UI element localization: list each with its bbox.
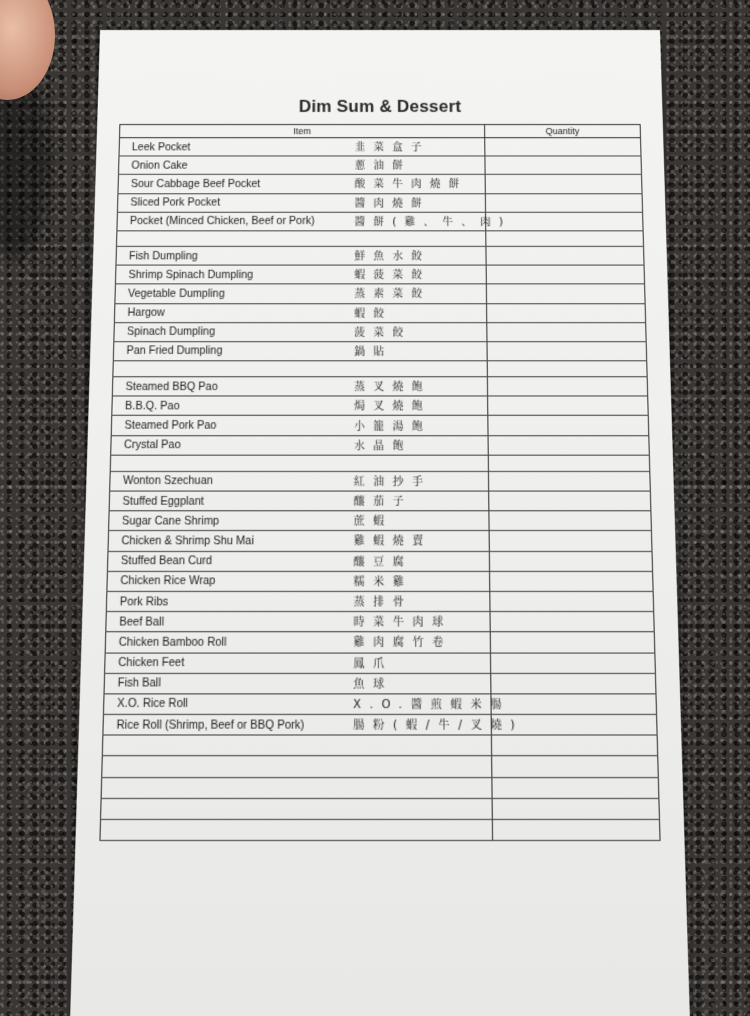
quantity-cell[interactable] <box>489 531 652 551</box>
menu-item-row <box>112 377 647 396</box>
blank-item-cell[interactable] <box>102 756 492 777</box>
item-cell <box>118 175 485 194</box>
item-chinese-name: 魚球 <box>353 677 393 691</box>
quantity-cell[interactable] <box>487 303 646 322</box>
item-names <box>104 694 511 714</box>
item-names <box>114 342 487 360</box>
item-names <box>109 531 489 550</box>
item-cell <box>109 511 490 531</box>
menu-item-row <box>115 284 645 303</box>
item-cell <box>105 632 490 652</box>
item-chinese-name: 蔥油餅 <box>354 159 411 173</box>
menu-item-row <box>107 571 653 591</box>
blank-quantity-cell[interactable] <box>492 756 659 777</box>
item-chinese-name: 釀茄子 <box>353 494 413 509</box>
item-english-name: Pork Ribs <box>119 594 169 609</box>
item-cell <box>112 377 487 396</box>
item-english-name: Stuffed Eggplant <box>122 494 205 508</box>
item-cell <box>111 435 489 455</box>
item-english-name: Fish Ball <box>117 676 161 691</box>
header-row <box>120 125 641 138</box>
quantity-cell[interactable] <box>490 571 654 591</box>
item-cell <box>112 396 488 416</box>
quantity-cell[interactable] <box>490 632 655 652</box>
blank-item-cell[interactable] <box>101 777 492 798</box>
item-english-name: Chicken Feet <box>118 656 185 670</box>
item-english-name: Shrimp Spinach Dumpling <box>128 268 254 281</box>
item-cell <box>116 246 486 265</box>
item-names <box>117 213 512 231</box>
menu-item-row <box>111 416 649 436</box>
menu-item-row <box>119 138 641 156</box>
item-cell <box>107 571 490 591</box>
menu-item-row <box>118 156 641 175</box>
quantity-cell[interactable] <box>487 377 647 396</box>
item-english-name: B.B.Q. Pao <box>124 399 180 413</box>
menu-item-row <box>103 694 656 715</box>
item-names <box>110 492 489 511</box>
item-chinese-name: 醬肉燒餅 <box>354 197 430 210</box>
item-chinese-name: 時菜牛肉球 <box>353 615 452 630</box>
item-cell <box>103 694 511 715</box>
item-names <box>108 552 489 571</box>
item-cell <box>107 551 489 571</box>
item-names <box>105 653 490 672</box>
item-cell <box>106 591 490 611</box>
menu-item-row <box>112 396 648 416</box>
item-names <box>107 572 489 591</box>
quantity-cell[interactable] <box>485 193 642 212</box>
item-chinese-name: 蝦餃 <box>354 307 393 320</box>
order-sheet <box>70 30 690 1016</box>
item-chinese-name: 蒸素菜餃 <box>354 287 431 301</box>
item-cell <box>106 612 490 632</box>
quantity-column-header: Quantity <box>485 125 641 138</box>
blank-write-in-row <box>102 756 659 777</box>
quantity-cell[interactable] <box>486 265 644 284</box>
item-cell <box>114 303 486 322</box>
item-chinese-name: 蒸排骨 <box>353 595 413 609</box>
menu-item-row <box>108 531 652 551</box>
item-names <box>115 304 486 322</box>
menu-item-row <box>118 175 642 194</box>
item-cell <box>109 491 489 511</box>
quantity-cell[interactable] <box>488 416 649 436</box>
blank-quantity-cell[interactable] <box>486 231 644 247</box>
item-names <box>105 674 491 694</box>
item-names <box>120 138 485 155</box>
quantity-cell[interactable] <box>485 175 642 194</box>
order-table <box>99 124 660 841</box>
item-chinese-name: 釀豆腐 <box>353 554 413 569</box>
item-cell <box>115 265 486 284</box>
item-cell <box>108 531 489 551</box>
item-chinese-name: 小籠湯飽 <box>353 419 432 433</box>
item-chinese-name: 紅油抄手 <box>353 475 432 489</box>
item-english-name: Wonton Szechuan <box>122 474 213 488</box>
item-cell <box>117 193 485 212</box>
item-chinese-name: X.O.醬煎蝦米腸 <box>353 697 511 712</box>
menu-item-row <box>103 714 657 735</box>
quantity-cell[interactable] <box>485 156 642 175</box>
quantity-cell[interactable] <box>485 138 641 156</box>
item-chinese-name: 雞肉腐竹卷 <box>353 636 453 650</box>
item-names <box>109 512 488 531</box>
item-english-name: Sour Cabbage Beef Pocket <box>130 177 261 191</box>
menu-item-row <box>110 471 651 491</box>
item-names <box>116 247 485 265</box>
quantity-cell[interactable] <box>488 396 649 416</box>
item-chinese-name: 鳳爪 <box>353 656 393 671</box>
item-names <box>106 633 490 652</box>
blank-item-cell[interactable] <box>102 735 491 756</box>
quantity-cell[interactable] <box>486 246 644 265</box>
blank-write-in-row <box>101 777 659 798</box>
blank-quantity-cell[interactable] <box>491 735 657 756</box>
menu-item-row <box>117 212 643 231</box>
finger <box>0 0 55 100</box>
item-chinese-name: 糯米雞 <box>353 575 413 589</box>
item-names <box>107 592 490 611</box>
item-names <box>114 323 486 341</box>
item-chinese-name: 腸粉(蝦/牛/叉燒) <box>353 718 524 733</box>
item-names <box>115 285 486 303</box>
item-english-name: Crystal Pao <box>123 438 181 452</box>
item-names <box>119 157 485 175</box>
item-names <box>106 612 489 631</box>
item-cell <box>119 138 485 156</box>
quantity-cell[interactable] <box>491 673 656 694</box>
menu-item-row <box>114 322 646 341</box>
item-column-header: Item <box>120 125 485 138</box>
menu-item-row <box>109 511 652 531</box>
item-english-name: Chicken Rice Wrap <box>120 574 216 588</box>
item-english-name: Rice Roll (Shrimp, Beef or BBQ Pork) <box>116 717 305 732</box>
item-english-name: Chicken & Shrimp Shu Mai <box>121 534 254 548</box>
blank-item-cell <box>116 231 485 247</box>
menu-item-row <box>109 491 651 511</box>
item-chinese-name: 菠菜餃 <box>354 326 412 339</box>
item-english-name: Pocket (Minced Chicken, Beef or Pork) <box>129 215 315 228</box>
item-cell <box>105 653 491 674</box>
item-cell <box>103 714 524 735</box>
quantity-cell[interactable] <box>491 694 657 715</box>
blank-item-cell <box>110 455 488 471</box>
item-english-name: Steamed BBQ Pao <box>125 380 218 393</box>
item-english-name: Hargow <box>127 306 165 320</box>
item-english-name: X.O. Rice Roll <box>116 697 189 711</box>
item-names <box>103 715 524 735</box>
quantity-cell[interactable] <box>490 591 654 611</box>
blank-write-in-row <box>100 819 660 840</box>
item-names <box>118 175 484 193</box>
item-chinese-name: 醬餅(雞、牛、肉) <box>354 215 512 229</box>
item-names <box>118 194 485 212</box>
sheet-title: Dim Sum & Dessert <box>298 96 462 116</box>
quantity-cell[interactable] <box>490 612 654 632</box>
blank-quantity-cell[interactable] <box>492 819 660 840</box>
item-english-name: Chicken Bamboo Roll <box>118 635 227 650</box>
item-english-name: Leek Pocket <box>131 140 191 154</box>
item-english-name: Vegetable Dumpling <box>127 287 225 300</box>
item-names <box>113 377 487 395</box>
item-names <box>116 266 486 284</box>
item-english-name: Sugar Cane Shrimp <box>121 514 220 528</box>
quantity-cell[interactable] <box>489 491 651 511</box>
item-english-name: Stuffed Bean Curd <box>120 554 213 568</box>
item-names <box>110 472 488 491</box>
item-chinese-name: 蝦菠菜餃 <box>354 268 431 282</box>
menu-item-row <box>104 673 656 694</box>
quantity-cell[interactable] <box>487 342 647 361</box>
item-cell <box>118 156 485 175</box>
menu-item-row <box>111 435 650 455</box>
menu-item-row <box>105 632 655 652</box>
item-names <box>112 397 487 415</box>
menu-item-row <box>116 246 644 265</box>
item-cell <box>115 284 487 303</box>
item-cell <box>110 471 489 491</box>
menu-item-row <box>105 653 656 674</box>
blank-quantity-cell[interactable] <box>492 798 659 819</box>
quantity-cell[interactable] <box>487 322 646 341</box>
item-cell <box>117 212 512 231</box>
item-chinese-name: 蒸叉燒飽 <box>354 380 431 394</box>
item-cell <box>113 342 487 361</box>
item-english-name: Pan Fried Dumpling <box>126 344 223 358</box>
blank-quantity-cell[interactable] <box>492 777 659 798</box>
menu-item-row <box>107 551 652 571</box>
menu-item-row <box>115 265 644 284</box>
item-english-name: Fish Dumpling <box>128 249 198 262</box>
menu-item-row <box>106 591 653 611</box>
blank-item-cell <box>113 361 488 377</box>
group-separator-row <box>113 361 647 377</box>
menu-item-row <box>113 342 646 361</box>
order-table-body <box>100 138 660 841</box>
item-english-name: Onion Cake <box>131 159 188 172</box>
quantity-cell[interactable] <box>490 653 655 674</box>
item-cell <box>104 673 491 694</box>
item-chinese-name: 酸菜牛肉燒餅 <box>354 178 468 191</box>
blank-write-in-row <box>102 735 657 756</box>
group-separator-row <box>116 231 643 247</box>
quantity-cell[interactable] <box>488 471 650 491</box>
quantity-cell[interactable] <box>489 511 652 531</box>
menu-item-row <box>117 193 642 212</box>
blank-write-in-row <box>101 798 660 819</box>
item-english-name: Steamed Pork Pao <box>124 419 217 432</box>
item-chinese-name: 鮮魚水餃 <box>354 250 431 263</box>
blank-item-cell[interactable] <box>100 819 493 840</box>
item-cell <box>111 416 488 436</box>
blank-quantity-cell[interactable] <box>487 361 647 377</box>
item-cell <box>114 322 487 341</box>
item-chinese-name: 韭菜盒子 <box>354 141 430 154</box>
item-chinese-name: 雞蝦燒賣 <box>353 534 432 549</box>
quantity-cell[interactable] <box>488 435 649 455</box>
blank-quantity-cell[interactable] <box>488 455 650 471</box>
item-english-name: Beef Ball <box>119 615 165 629</box>
item-english-name: Spinach Dumpling <box>126 325 216 339</box>
menu-item-row <box>114 303 645 322</box>
item-chinese-name: 水晶飽 <box>353 439 412 453</box>
item-chinese-name: 蔗蝦 <box>353 514 393 529</box>
item-names <box>111 436 488 455</box>
blank-item-cell[interactable] <box>101 798 493 819</box>
item-chinese-name: 焗叉燒飽 <box>353 400 432 413</box>
item-english-name: Sliced Pork Pocket <box>130 196 221 209</box>
item-names <box>112 416 488 435</box>
menu-item-row <box>106 612 655 632</box>
item-chinese-name: 鍋貼 <box>354 345 393 359</box>
quantity-cell[interactable] <box>486 284 645 303</box>
group-separator-row <box>110 455 650 471</box>
quantity-cell[interactable] <box>489 551 652 571</box>
